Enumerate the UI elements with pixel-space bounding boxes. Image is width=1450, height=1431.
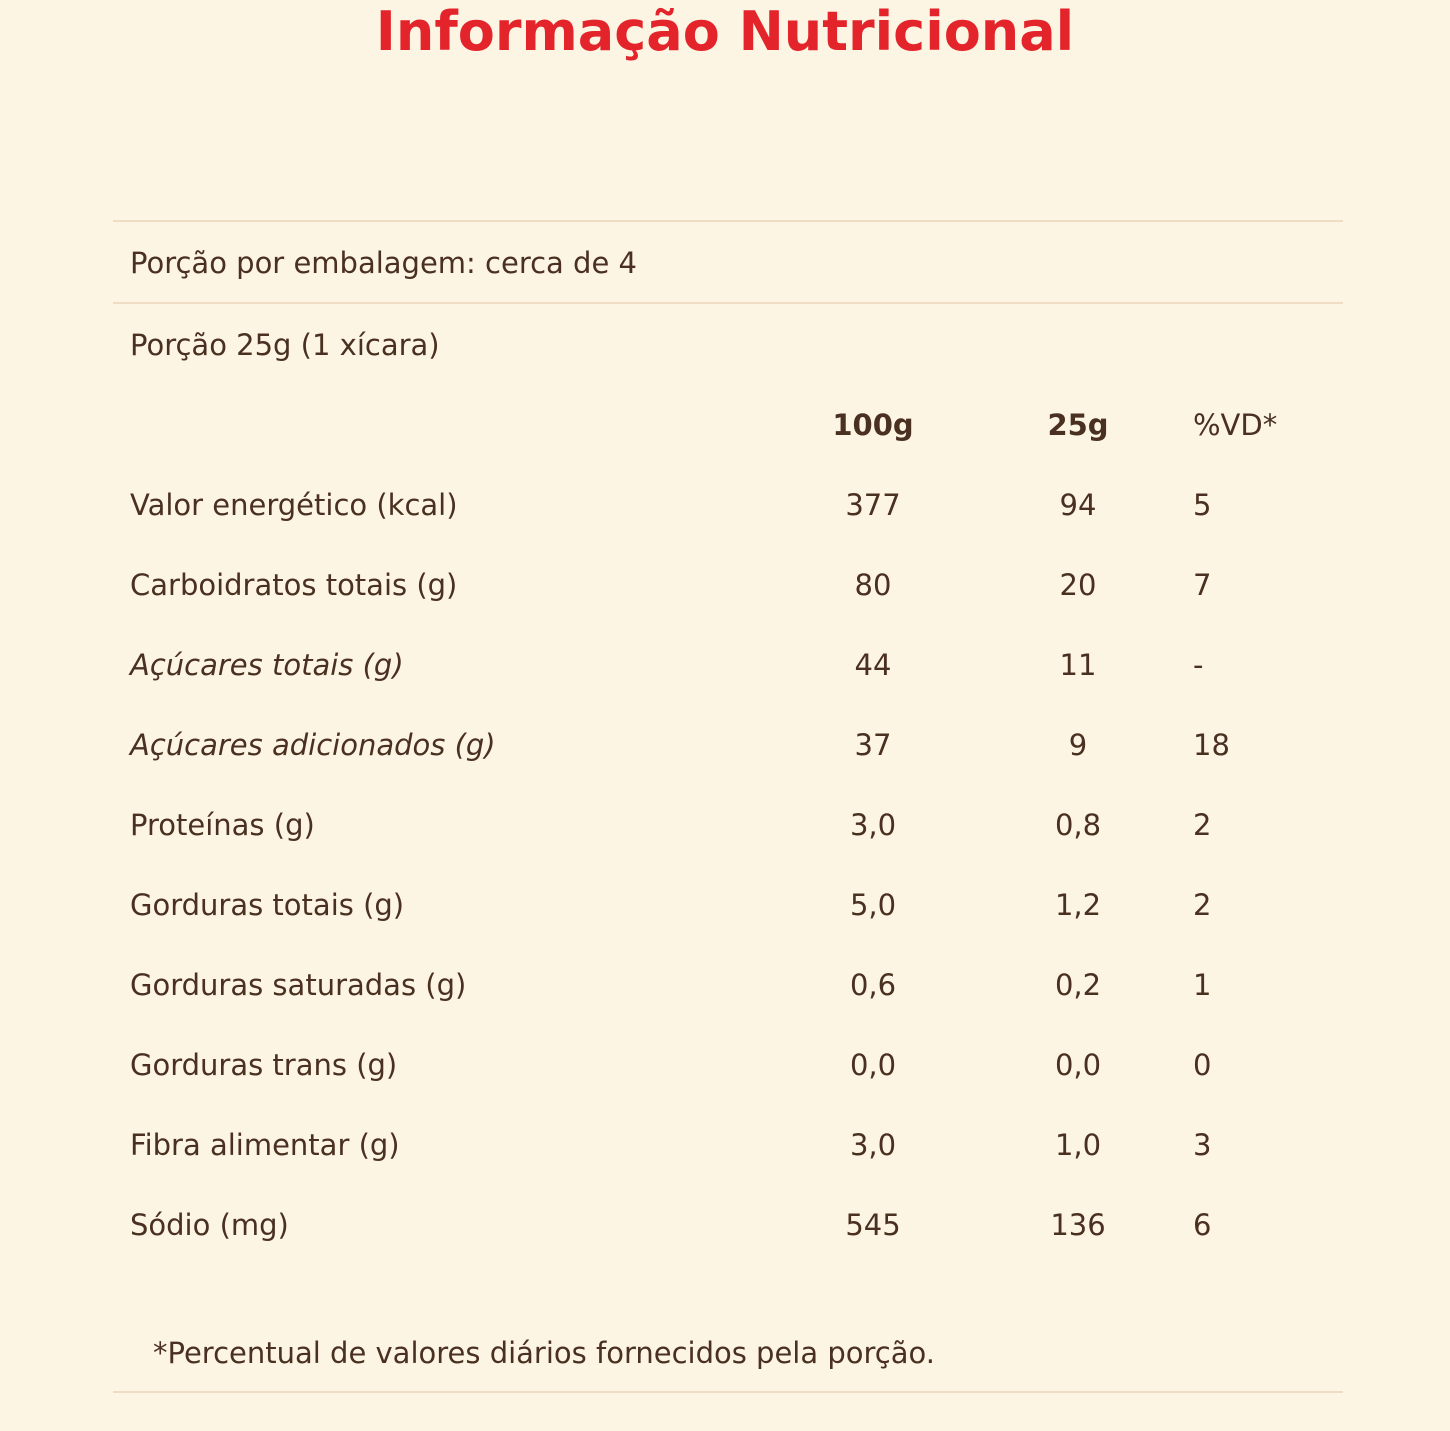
nutrient-label: Valor energético (kcal) [130, 488, 458, 522]
nutrient-value-serving: 1,0 [1054, 1128, 1102, 1162]
servings-per-package: Porção por embalagem: cerca de 4 [130, 246, 637, 280]
nutrient-row-sodium [0, 1205, 1450, 1245]
column-header-serving: 25g [1047, 408, 1109, 442]
column-header-row [0, 405, 1450, 445]
nutrient-row-total-fat [0, 885, 1450, 925]
nutrient-row-carbohydrates [0, 565, 1450, 605]
nutrient-daily-value: 2 [1193, 888, 1212, 922]
nutrient-value-100g: 377 [845, 488, 901, 522]
nutrient-value-100g: 3,0 [849, 1128, 897, 1162]
nutrient-value-100g: 0,6 [849, 968, 897, 1002]
column-header-daily-value: %VD* [1193, 408, 1278, 442]
nutrient-label: Gorduras trans (g) [130, 1048, 398, 1082]
nutrient-daily-value: 18 [1193, 728, 1230, 762]
serving-size: Porção 25g (1 xícara) [130, 328, 440, 362]
nutrient-row-added-sugars [0, 725, 1450, 765]
nutrient-value-100g: 80 [854, 568, 892, 602]
nutrient-daily-value: - [1193, 648, 1204, 682]
nutrient-row-fiber [0, 1125, 1450, 1165]
nutrient-label: Gorduras saturadas (g) [130, 968, 467, 1002]
nutrient-daily-value: 3 [1193, 1128, 1212, 1162]
top-divider [113, 220, 1343, 222]
column-header-100g: 100g [832, 408, 914, 442]
nutrient-value-100g: 3,0 [849, 808, 897, 842]
nutrient-value-serving: 1,2 [1054, 888, 1102, 922]
nutrient-label: Açúcares totais (g) [130, 648, 404, 682]
nutrient-label: Gorduras totais (g) [130, 888, 405, 922]
nutrient-row-proteins [0, 805, 1450, 845]
nutrient-value-serving: 0,8 [1054, 808, 1102, 842]
nutrient-label: Fibra alimentar (g) [130, 1128, 400, 1162]
nutrient-row-total-sugars [0, 645, 1450, 685]
nutrient-daily-value: 0 [1193, 1048, 1212, 1082]
nutrient-value-serving: 20 [1059, 568, 1097, 602]
nutrient-value-100g: 5,0 [849, 888, 897, 922]
nutrient-label: Carboidratos totais (g) [130, 568, 458, 602]
nutrient-value-serving: 0,2 [1054, 968, 1102, 1002]
nutrient-value-100g: 0,0 [849, 1048, 897, 1082]
page-title: Informação Nutricional [375, 0, 1075, 63]
nutrient-daily-value: 6 [1193, 1208, 1212, 1242]
nutrient-value-100g: 44 [854, 648, 892, 682]
nutrient-label: Açúcares adicionados (g) [130, 728, 496, 762]
nutrient-value-serving: 11 [1059, 648, 1097, 682]
nutrient-value-100g: 545 [845, 1208, 901, 1242]
nutrient-label: Sódio (mg) [130, 1208, 289, 1242]
nutrient-row-energy [0, 485, 1450, 525]
nutrient-value-100g: 37 [854, 728, 892, 762]
nutrient-row-saturated-fat [0, 965, 1450, 1005]
nutrient-daily-value: 7 [1193, 568, 1212, 602]
serving-divider [113, 302, 1343, 304]
nutrient-daily-value: 2 [1193, 808, 1212, 842]
nutrient-daily-value: 1 [1193, 968, 1212, 1002]
nutrient-value-serving: 0,0 [1054, 1048, 1102, 1082]
nutrient-value-serving: 94 [1059, 488, 1097, 522]
nutrient-value-serving: 136 [1050, 1208, 1106, 1242]
daily-value-footnote: *Percentual de valores diários fornecidos pela porção. [153, 1336, 935, 1370]
nutrient-value-serving: 9 [1068, 728, 1088, 762]
nutrient-daily-value: 5 [1193, 488, 1212, 522]
nutrient-label: Proteínas (g) [130, 808, 315, 842]
nutrient-row-trans-fat [0, 1045, 1450, 1085]
bottom-divider [113, 1391, 1343, 1393]
